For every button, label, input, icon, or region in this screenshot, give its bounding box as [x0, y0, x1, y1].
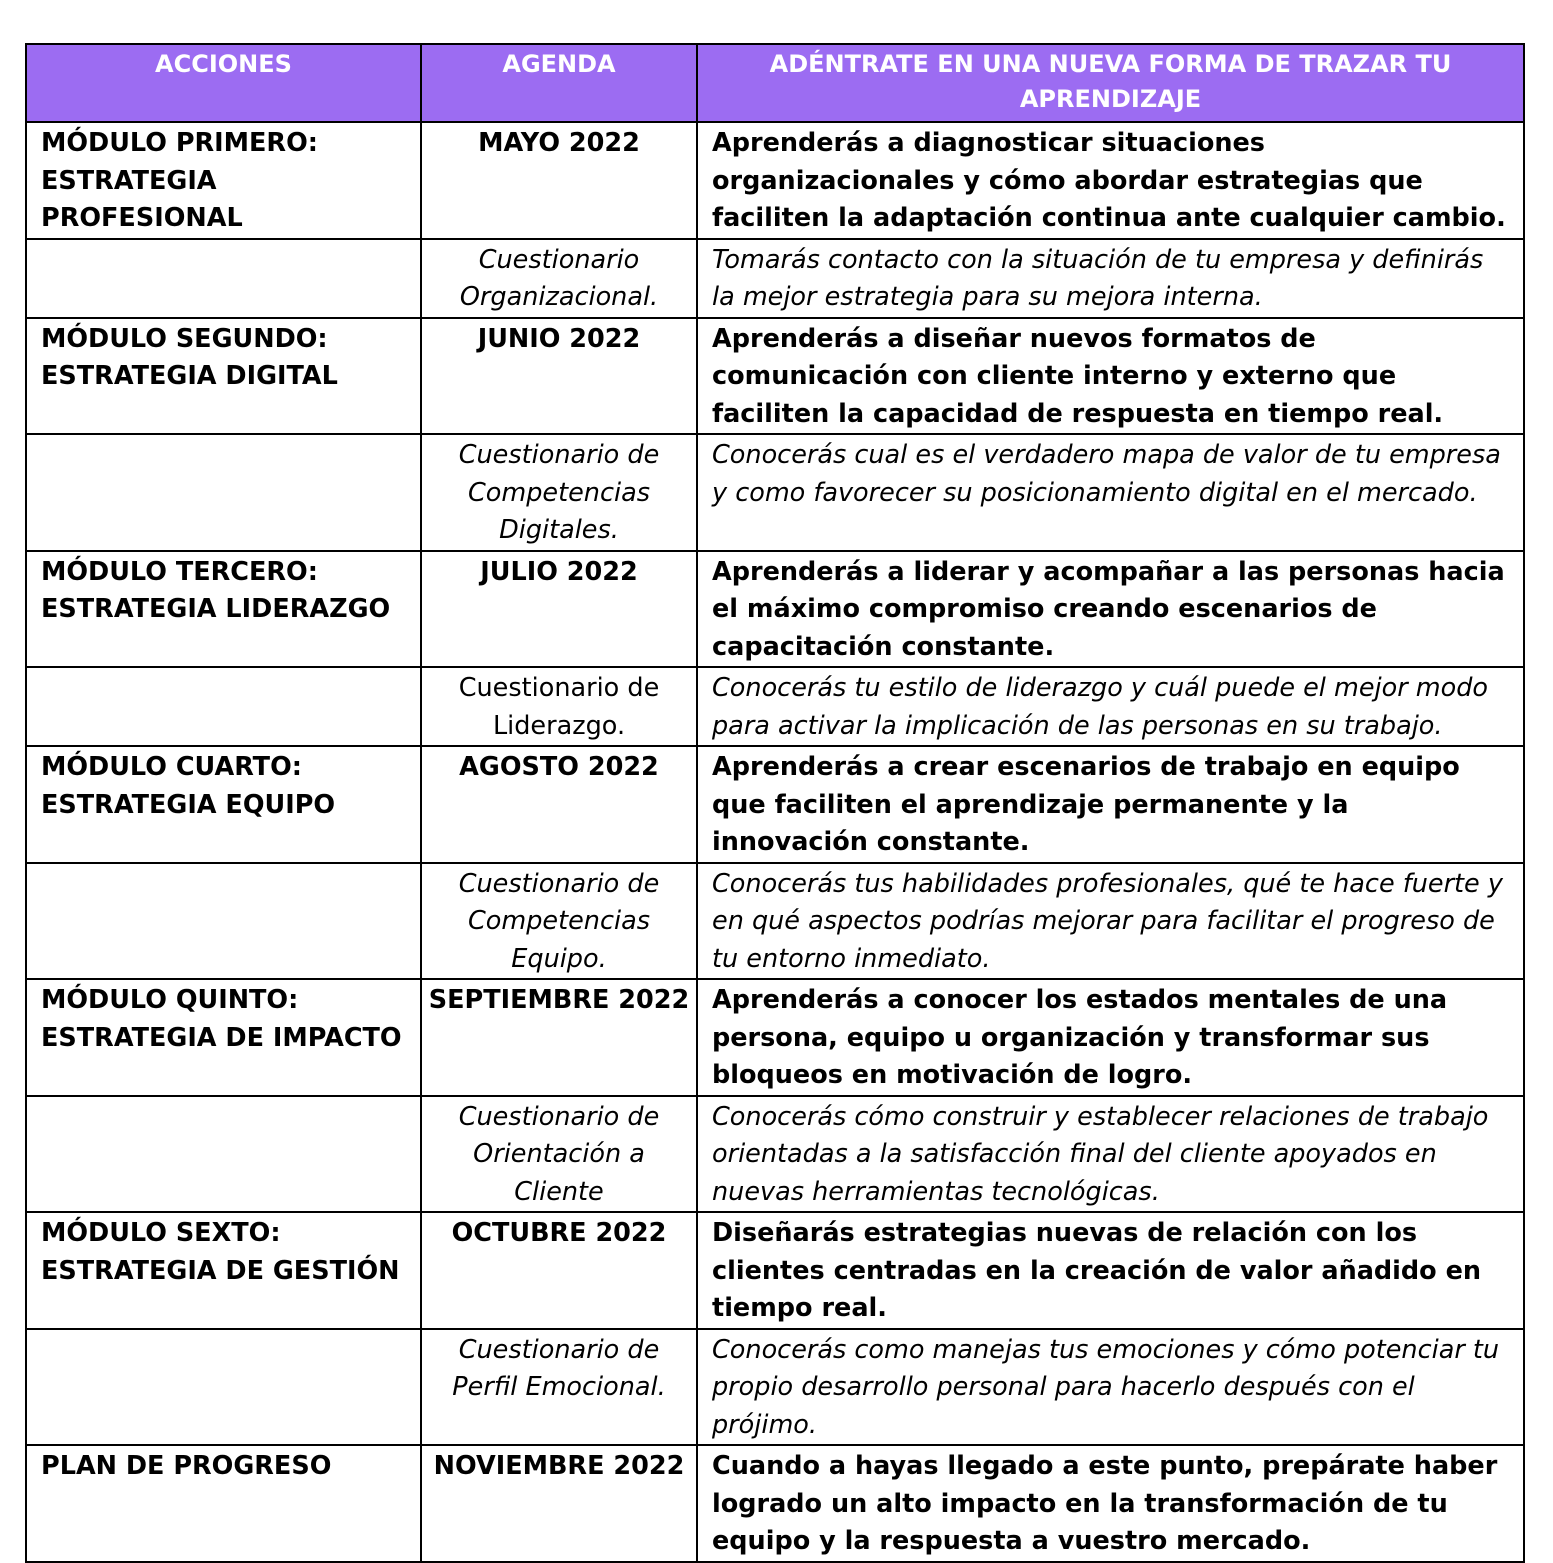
empty-cell — [26, 667, 421, 746]
header-acciones: ACCIONES — [26, 44, 421, 122]
module-date: JUNIO 2022 — [421, 318, 697, 435]
empty-cell — [26, 863, 421, 980]
table-row — [26, 434, 1524, 551]
module-description: Cuando a hayas llegado a este punto, prepárate haber logrado un alto impacto en la transformación de tu equipo y la respuesta a vuestro mercado. — [697, 1445, 1524, 1562]
questionnaire-name: Cuestionario de Liderazgo. — [421, 667, 697, 746]
questionnaire-name: Cuestionario de Competencias Digitales. — [421, 434, 697, 551]
module-description: Diseñarás estrategias nuevas de relación con los clientes centradas en la creación de valor añadido en tiempo real. — [697, 1212, 1524, 1329]
module-title: PLAN DE PROGRESO — [26, 1445, 421, 1562]
table-row — [26, 1329, 1524, 1446]
questionnaire-description: Tomarás contacto con la situación de tu empresa y definirás la mejor estrategia para su mejora interna. — [697, 239, 1524, 318]
module-date: AGOSTO 2022 — [421, 746, 697, 863]
empty-cell — [26, 1329, 421, 1446]
empty-cell — [26, 434, 421, 551]
questionnaire-description: Conocerás tus habilidades profesionales, qué te hace fuerte y en qué aspectos podrías mejorar para facilitar el progreso de tu entorno inmediato. — [697, 863, 1524, 980]
questionnaire-name: Cuestionario de Orientación a Cliente — [421, 1096, 697, 1213]
module-date: JULIO 2022 — [421, 551, 697, 668]
agenda-table — [25, 43, 1525, 1563]
questionnaire-name: Cuestionario de Competencias Equipo. — [421, 863, 697, 980]
questionnaire-description: Conocerás como manejas tus emociones y cómo potenciar tu propio desarrollo personal para hacerlo después con el prójimo. — [697, 1329, 1524, 1446]
module-description: Aprenderás a diagnosticar situaciones organizacionales y cómo abordar estrategias que faciliten la adaptación continua ante cualquier cambio. — [697, 122, 1524, 239]
module-description: Aprenderás a crear escenarios de trabajo en equipo que faciliten el aprendizaje permanente y la innovación constante. — [697, 746, 1524, 863]
module-description: Aprenderás a conocer los estados mentales de una persona, equipo u organización y transformar sus bloqueos en motivación de logro. — [697, 979, 1524, 1096]
questionnaire-description: Conocerás cual es el verdadero mapa de valor de tu empresa y como favorecer su posicionamiento digital en el mercado. — [697, 434, 1524, 551]
table-row — [26, 551, 1524, 668]
empty-cell — [26, 239, 421, 318]
questionnaire-name: Cuestionario de Perfil Emocional. — [421, 1329, 697, 1446]
empty-cell — [26, 1096, 421, 1213]
table-row — [26, 122, 1524, 239]
module-date: MAYO 2022 — [421, 122, 697, 239]
table-row — [26, 746, 1524, 863]
questionnaire-name: Cuestionario Organizacional. — [421, 239, 697, 318]
module-title: MÓDULO QUINTO: ESTRATEGIA DE IMPACTO — [26, 979, 421, 1096]
module-title: MÓDULO TERCERO: ESTRATEGIA LIDERAZGO — [26, 551, 421, 668]
module-description: Aprenderás a diseñar nuevos formatos de comunicación con cliente interno y externo que faciliten la capacidad de respuesta en tiempo real. — [697, 318, 1524, 435]
module-title: MÓDULO SEGUNDO: ESTRATEGIA DIGITAL — [26, 318, 421, 435]
table-row — [26, 239, 1524, 318]
table-row — [26, 1212, 1524, 1329]
table-row — [26, 318, 1524, 435]
questionnaire-description: Conocerás tu estilo de liderazgo y cuál puede el mejor modo para activar la implicación de las personas en su trabajo. — [697, 667, 1524, 746]
module-title: MÓDULO CUARTO: ESTRATEGIA EQUIPO — [26, 746, 421, 863]
module-date: SEPTIEMBRE 2022 — [421, 979, 697, 1096]
table-row — [26, 1445, 1524, 1562]
header-agenda: AGENDA — [421, 44, 697, 122]
module-description: Aprenderás a liderar y acompañar a las personas hacia el máximo compromiso creando escenarios de capacitación constante. — [697, 551, 1524, 668]
module-title: MÓDULO SEXTO: ESTRATEGIA DE GESTIÓN — [26, 1212, 421, 1329]
header-row — [26, 44, 1524, 122]
table-row — [26, 667, 1524, 746]
module-title: MÓDULO PRIMERO: ESTRATEGIA PROFESIONAL — [26, 122, 421, 239]
header-descripcion: ADÉNTRATE EN UNA NUEVA FORMA DE TRAZAR TU APRENDIZAJE — [697, 44, 1524, 122]
table-row — [26, 979, 1524, 1096]
module-date: OCTUBRE 2022 — [421, 1212, 697, 1329]
table-row — [26, 1096, 1524, 1213]
module-date: NOVIEMBRE 2022 — [421, 1445, 697, 1562]
table-row — [26, 863, 1524, 980]
questionnaire-description: Conocerás cómo construir y establecer relaciones de trabajo orientadas a la satisfacción final del cliente apoyados en nuevas herramientas tecnológicas. — [697, 1096, 1524, 1213]
